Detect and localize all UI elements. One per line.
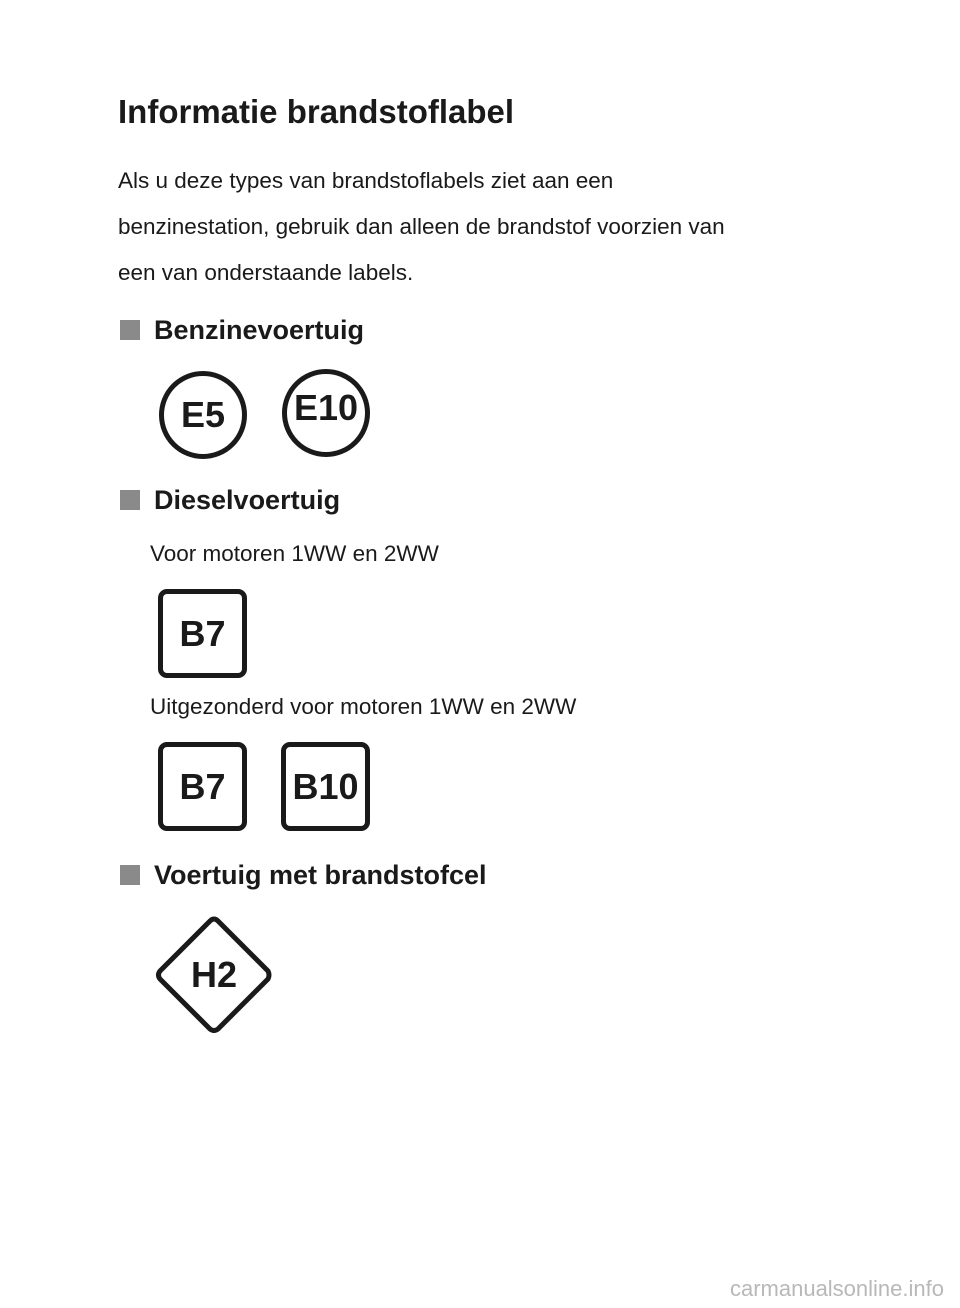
section-heading-fuelcell [120,859,487,891]
fuel-label-b10 [281,742,370,831]
fuel-label-e5 [159,371,247,459]
diesel-group1-text: Voor motoren 1WW en 2WW [150,541,439,566]
fuel-label-e10 [282,369,370,457]
fuel-label-e5-text: E5 [180,394,226,435]
page-title: Informatie brandstoflabel [118,93,515,130]
section-heading-diesel [120,484,340,516]
square-bullet-icon [120,490,140,510]
square-bullet-icon [120,865,140,885]
section-heading-petrol [120,314,364,346]
fuel-label-b7 [158,589,247,678]
fuel-label-h2-text: H2 [190,954,238,995]
fuel-label-b7-text: B7 [179,612,226,654]
fuel-label-e10-text: E10 [293,387,359,428]
section-heading-petrol-text: Benzinevoertuig [154,315,365,345]
fuel-label-h2 [153,914,275,1036]
section-heading-fuelcell-text: Voertuig met brandstofcel [154,860,487,890]
square-bullet-icon [120,320,140,340]
watermark: carmanualsonline.info [729,1276,944,1301]
fuel-label-b7 [158,742,247,831]
diesel-group2-text: Uitgezonderd voor motoren 1WW en 2WW [150,694,577,719]
intro-line-2: benzinestation, gebruik dan alleen de brandstof voorzien van [118,214,725,239]
section-heading-diesel-text: Dieselvoertuig [154,485,341,515]
intro-paragraph [118,158,878,296]
intro-line-1: Als u deze types van brandstoflabels ziet aan een [118,168,614,193]
fuel-label-b7-text: B7 [179,765,226,807]
intro-line-3: een van onderstaande labels. [118,260,414,285]
fuel-label-b10-text: B10 [292,765,359,807]
